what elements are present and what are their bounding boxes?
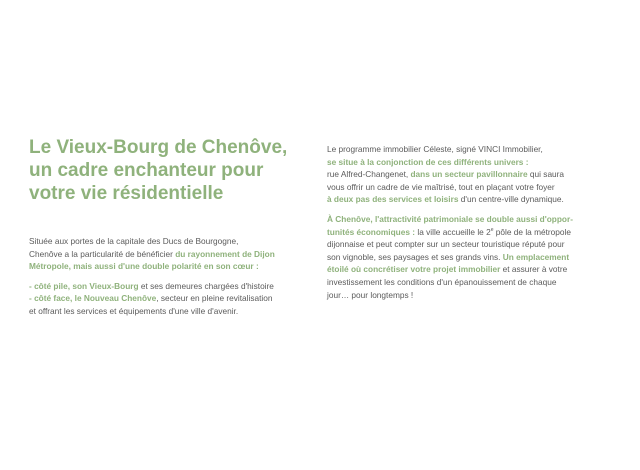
text-run: et assurer à votre bbox=[500, 264, 568, 275]
text-run: d'un centre-ville dynamique. bbox=[458, 194, 564, 205]
highlight-text: étoilé où concrétiser votre projet immobilier bbox=[327, 264, 501, 275]
intro-paragraph bbox=[29, 235, 319, 273]
highlight-text: à deux pas des services et loisirs bbox=[327, 194, 459, 205]
highlight-text: du rayonnement de Dijon bbox=[175, 248, 275, 259]
highlight-text: - côté face, le Nouveau Chenôve bbox=[29, 293, 157, 304]
highlight-text: - côté pile, son Vieux-Bourg bbox=[29, 280, 139, 291]
text-run: rue Alfred-Changenet, bbox=[327, 169, 411, 180]
spacer bbox=[29, 273, 319, 280]
program-paragraph bbox=[327, 143, 612, 206]
text-line bbox=[327, 263, 612, 276]
polarity-paragraph bbox=[29, 280, 319, 318]
highlight-text: tunités économiques : bbox=[327, 226, 416, 237]
text-line: jour… pour longtemps ! bbox=[327, 289, 414, 300]
text-line: investissement les conditions d'un épanouissement de chaque bbox=[327, 276, 557, 287]
ordinal-superscript: e bbox=[490, 226, 494, 233]
attractiveness-paragraph bbox=[327, 213, 612, 301]
text-line bbox=[29, 248, 319, 261]
spacer bbox=[327, 206, 612, 213]
text-run: la ville accueille le 2 bbox=[415, 226, 491, 237]
text-line: Située aux portes de la capitale des Ducs de Bourgogne, bbox=[29, 236, 239, 246]
text-line bbox=[327, 168, 612, 181]
text-line: vous offrir un cadre de vie maîtrisé, tout en plaçant votre foyer bbox=[327, 181, 555, 192]
highlight-text: dans un secteur pavillonnaire bbox=[410, 169, 528, 180]
text-line bbox=[327, 193, 612, 206]
text-line bbox=[327, 226, 612, 239]
text-line: dijonnaise et peut compter sur un secteur touristique réputé pour bbox=[327, 239, 565, 250]
text-run: Chenôve a la particularité de bénéficier bbox=[29, 248, 176, 259]
title-line: un cadre enchanteur pour bbox=[29, 160, 264, 181]
text-run: qui saura bbox=[527, 169, 565, 180]
right-column-text bbox=[327, 143, 612, 301]
text-line: et offrant les services et équipements d'une ville d'avenir. bbox=[29, 305, 239, 316]
text-line bbox=[327, 251, 612, 264]
text-run: et ses demeures chargées d'histoire bbox=[138, 280, 274, 291]
text-line bbox=[29, 292, 319, 305]
text-line: Le programme immobilier Céleste, signé VINCI Immobilier, bbox=[327, 144, 543, 154]
left-column-text bbox=[29, 235, 319, 318]
highlight-text: Un emplacement bbox=[502, 251, 570, 262]
title-line: Le Vieux-Bourg de Chenôve, bbox=[29, 137, 288, 158]
text-run: pôle de la métropole bbox=[493, 226, 571, 237]
text-run: , secteur en pleine revitalisation bbox=[156, 293, 273, 304]
highlight-text: À Chenôve, l'attractivité patrimoniale se double aussi d'oppor- bbox=[327, 213, 573, 224]
title-line: votre vie résidentielle bbox=[29, 183, 224, 204]
highlight-text: se situe à la conjonction de ces différents univers : bbox=[327, 156, 529, 167]
text-run: son vignoble, ses paysages et ses grands vins. bbox=[327, 251, 503, 262]
text-line bbox=[29, 280, 319, 293]
page-title bbox=[29, 136, 319, 205]
highlight-text: Métropole, mais aussi d'une double polarité en son cœur : bbox=[29, 261, 259, 272]
